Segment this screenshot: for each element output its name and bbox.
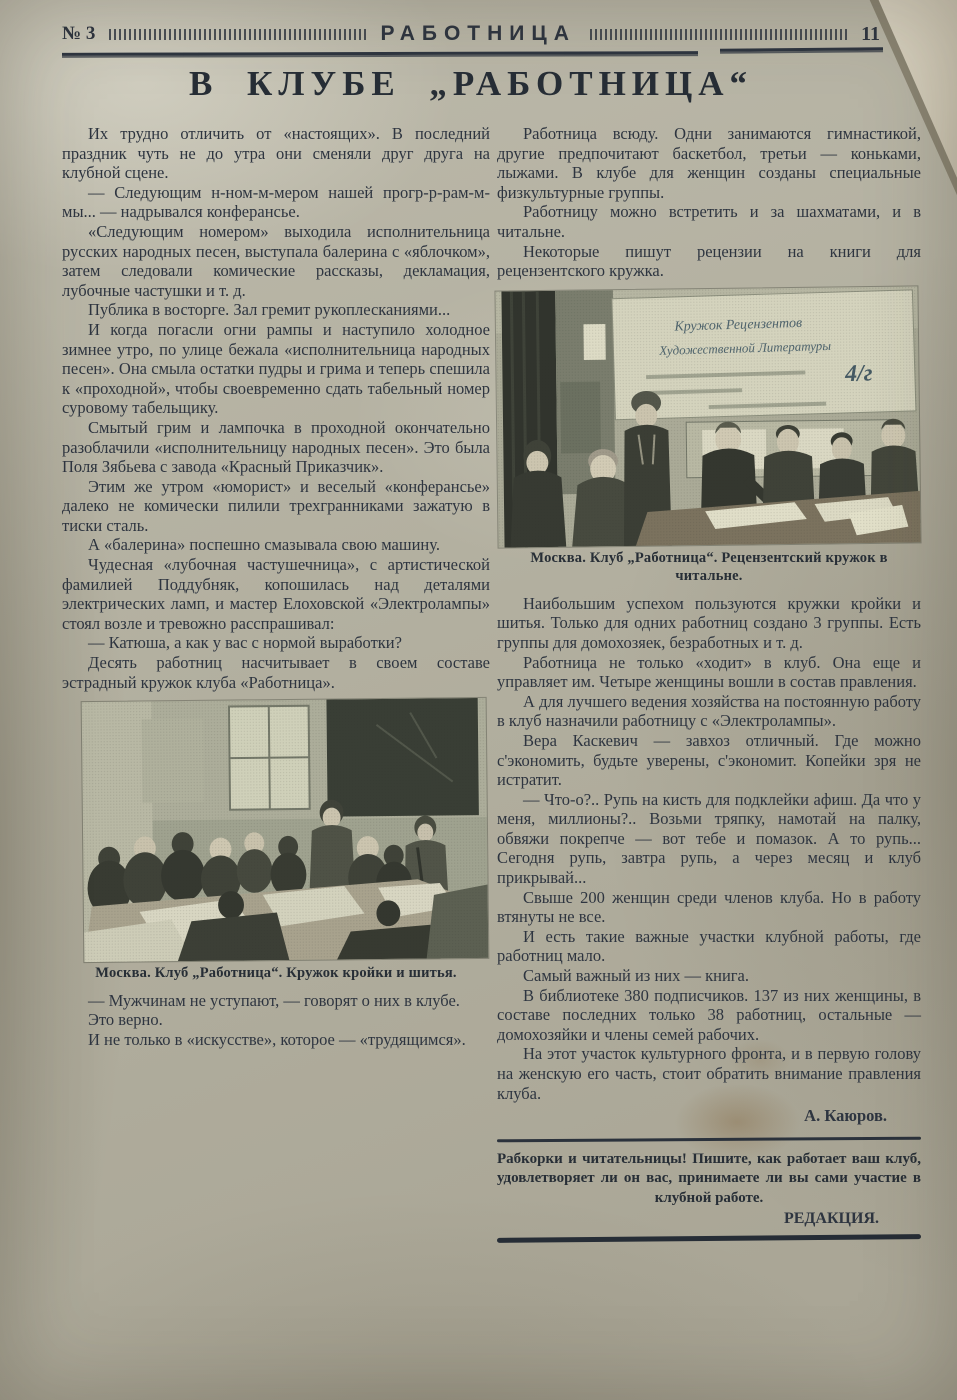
paragraph: Публика в восторге. Зал гремит рукоплесканиями... [88,300,451,320]
paragraph: — Катюша, а как у вас с нормой выработки? [88,633,402,653]
page-number: 11 [861,22,881,45]
paragraph: Самый важный из них — книга. [523,966,750,986]
header-underline-left [62,51,698,56]
ornament-rule-left [109,29,366,40]
page-header [62,22,880,46]
photo-caption-reading: Москва. Клуб „Работница“. Рецензентский кружок в читальне. [530,549,888,585]
paragraph: Чудесная «лубочная частушечница», с артистической фамилией Поддубняк, копошилась над деталями электрических ламп, и мастер Елоховской «Электролампы» стоял возле и тревожно расспрашивал: [62,555,490,633]
header-underline-right [720,47,883,51]
paragraph: Десять работниц насчитывает в своем составе эстрадный кружок клуба «Работница». [62,653,490,692]
editorial-signature: РЕДАКЦИЯ. [783,1210,879,1228]
paragraph: А «балерина» поспешно смазывала свою машину. [88,535,440,555]
paragraph: Это верно. [88,1010,163,1030]
ornament-rule-right [590,29,847,40]
paragraph: Свыше 200 женщин среди членов клуба. Но в работу втянуты не все. [497,887,921,927]
photo-caption-sewing: Москва. Клуб „Работница“. Кружок кройки и шитья. [95,965,457,982]
paragraph: — Следующим н-ном-м-мером нашей прогр-р-рам-м-мы... — надрывался конферансье. [62,182,490,222]
divider-rule [497,1136,921,1142]
paragraph: — Мужчинам не уступают, — говорят о них в клубе. [88,990,460,1010]
paragraph: — Что-о?.. Рупь на кисть для подклейки афиш. Да что у меня, миллионы?.. Возьми тряпку, намотай на палку, обвяжи покрепче — вот тебе и помазок. А то рупь... Сегодня рупь, завтра рупь, а через месяц и клуб прикрывай... [497,789,921,888]
paragraph: На этот участок культурного фронта, и в первую голову на женскую его часть, стоит обратить внимание правления клуба. [497,1044,921,1103]
paragraph: И когда погасли огни рампы и наступило холодное зимнее утро, по улице бежала «исполнительница народных песен». Она смыла остатки пудры и грима и теперь спешила к «проходной», чтобы своевременно сдать табельный номер суровому табельщику. [62,319,490,418]
paragraph: И есть такие важные участки клубной работы, где работниц мало. [497,926,921,966]
photo-sewing-circle [82,698,489,962]
paragraph: А для лучшего ведения хозяйства на постоянную работу в клуб назначили работницу с «Электролампы». [497,691,921,731]
photo-reading-circle [495,286,920,547]
article-title: В КЛУБЕ „РАБОТНИЦА“ [188,64,754,103]
left-column [62,124,490,1050]
bottom-rule [497,1234,921,1243]
paragraph: Работницу можно встретить и за шахматами, и в читальне. [497,202,921,241]
paragraph: Работница не только «ходит» в клуб. Она еще и управляет им. Четыре женщины вошли в состав правления. [497,652,921,692]
paragraph: Наибольшим успехом пользуются кружки кройки и шитья. Только для одних работниц создано 3 группы. Есть группы для домохозяек, безработных и т. д. [497,593,921,652]
editorial-note: Рабкорки и читательницы! Пишите, как работает ваш клуб, удовлетворяет ли он вас, принимаете ли вы сами участие в клубной работе. [497,1150,921,1206]
magazine-title: РАБОТНИЦА [380,22,576,45]
paragraph: В библиотеке 380 подписчиков. 137 из них женщины, в составе последних только 38 работниц, остальные — домохозяйки и члены семей рабочих. [497,985,921,1044]
paragraph: Работница всюду. Одни занимаются гимнастикой, другие предпочитают баскетбол, третьи — коньками, лыжами. В клубе для женщин созданы специальные физкультурные группы. [497,124,921,202]
paragraph: «Следующим номером» выходила исполнительница русских народных песен, выступала балерина с «яблочком», затем следовали комические рассказы, декламация, лубочные частушки и т. д. [62,221,490,300]
right-column [497,124,921,1241]
paragraph: Этим же утром «юморист» и веселый «конферансье» далеко не комически пилили трехгранниками зажатую в тиски сталь. [62,476,490,535]
paragraph: Смытый грим и лампочка в проходной окончательно разоблачили «исполнительницу народных песен». Это была Поля Зябьева с завода «Красный Приказчик». [62,417,490,477]
paragraph: Некоторые пишут рецензии на книги для рецензентского кружка. [497,241,921,281]
paragraph: И не только в «искусстве», которое — «трудящимся». [88,1029,466,1049]
paragraph: Их трудно отличить от «настоящих». В последний праздник чуть не до утра они сменяли друг друга на клубной сцене. [62,124,490,183]
author-signature: А. Каюров. [804,1106,887,1126]
issue-number: № 3 [62,23,96,44]
paragraph: Вера Каскевич — завхоз отличный. Где можно с'экономить, будьте уверены, с'экономит. Копейки зря не истратит. [497,730,921,790]
